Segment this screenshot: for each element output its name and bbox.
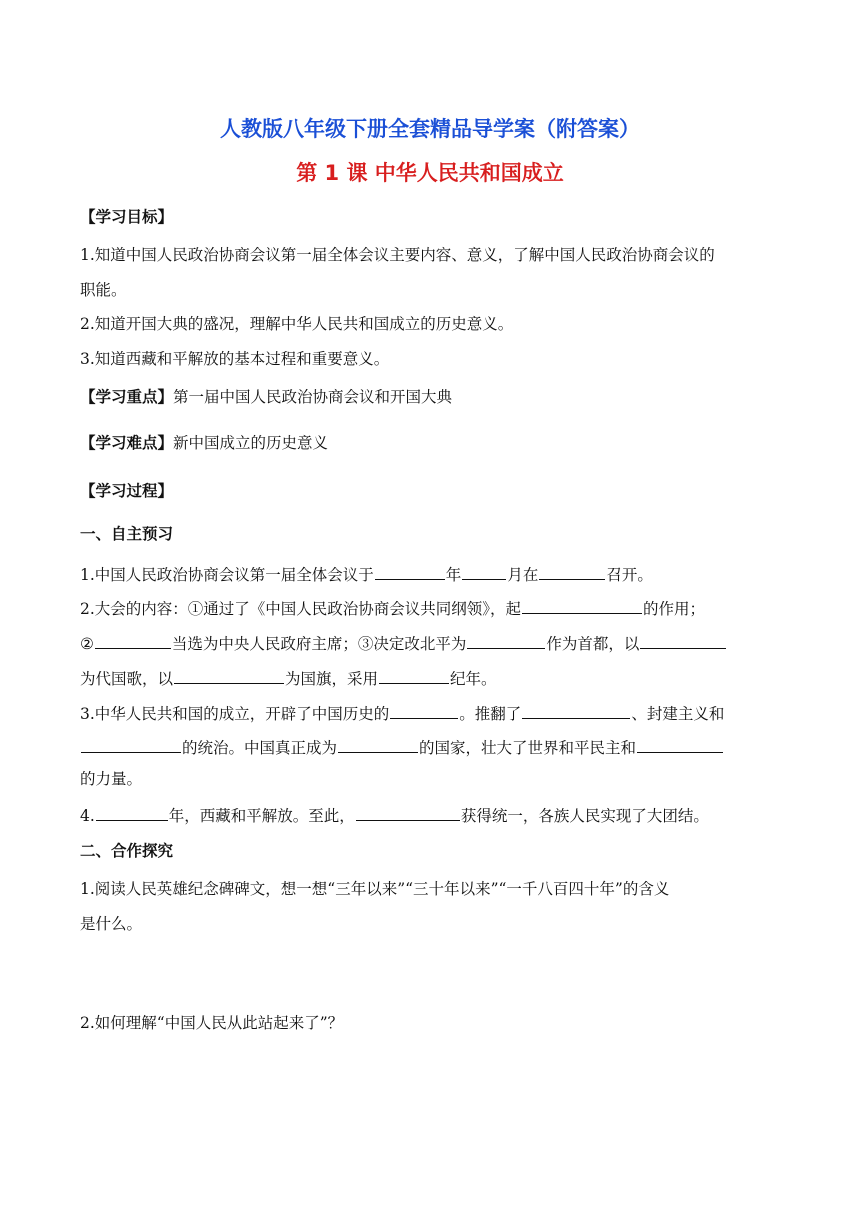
document-title: 人教版八年级下册全套精品导学案（附答案） [220,117,640,141]
q2-text-g: 为国旗，采用 [285,670,379,688]
lesson-title: 第 1 课 中华人民共和国成立 [296,161,564,185]
q2-text-c: ② [80,635,94,653]
q2-blank-capital[interactable] [467,631,545,649]
preview-question-2-line-1 [80,596,790,620]
q1-blank-month[interactable] [462,562,506,580]
q1-text-d: 召开。 [606,566,653,584]
preview-question-3-line-1 [80,701,790,725]
objective-1-line-2: 职能。 [80,281,127,299]
q3-text-a: 3.中华人民共和国的成立，开辟了中国历史的 [80,705,390,723]
q1-text-a: 1.中国人民政治协商会议第一届全体会议于 [80,566,374,584]
q4-blank-year[interactable] [96,803,168,821]
q3-text-e: 的国家，壮大了世界和平民主和 [419,739,637,757]
preview-question-2-line-3 [80,666,790,690]
explore-question-1-line-1: 1.阅读人民英雄纪念碑碑文，想一想“三年以来”“三十年以来”“一千八百四十年”的含义 [80,880,670,898]
preview-question-3-line-3: 的力量。 [80,770,143,788]
difficult-point-heading: 【学习难点】 [80,434,174,452]
q2-text-a: 2.大会的内容：①通过了《中国人民政治协商会议共同纲领》，起 [80,600,522,618]
process-heading: 【学习过程】 [80,482,174,500]
preview-question-2-line-2 [80,631,790,655]
q3-blank-nation[interactable] [338,735,418,753]
q2-text-b: 的作用； [643,600,706,618]
explore-question-2: 2.如何理解“中国人民从此站起来了”？ [80,1014,344,1032]
q2-text-e: 作为首都，以 [546,635,640,653]
q1-blank-place[interactable] [539,562,605,580]
q3-text-d: 的统治。中国真正成为 [182,739,338,757]
q1-text-b: 年 [445,566,462,584]
objective-3: 3.知道西藏和平解放的基本过程和重要意义。 [80,350,390,368]
key-point-heading: 【学习重点】 [80,388,174,406]
preview-question-3-line-2 [80,735,790,759]
q3-blank-rule[interactable] [81,735,181,753]
difficult-point-text: 新中国成立的历史意义 [173,434,329,452]
q3-text-b: 。推翻了 [459,705,522,723]
objective-2: 2.知道开国大典的盛况，理解中华人民共和国成立的历史意义。 [80,315,514,333]
objective-1-line-1: 1.知道中国人民政治协商会议第一届全体会议主要内容、意义，了解中国人民政治协商会议的 [80,246,715,264]
q2-blank-flag[interactable] [174,666,284,684]
q3-blank-era[interactable] [390,701,458,719]
q4-text-b: 年，西藏和平解放。至此， [168,807,355,825]
key-point-text: 第一届中国人民政治协商会议和开国大典 [173,388,453,406]
difficult-point [80,432,790,454]
q2-text-d: 当选为中央人民政府主席；③决定改北平为 [171,635,467,653]
q4-blank-unified[interactable] [356,803,460,821]
q3-blank-overthrown[interactable] [522,701,630,719]
q3-text-c: 、封建主义和 [631,705,725,723]
q2-blank-anthem[interactable] [640,631,726,649]
q2-text-h: 纪年。 [450,670,497,688]
q1-blank-year[interactable] [375,562,445,580]
q1-text-c: 月在 [507,566,539,584]
explore-heading: 二、合作探究 [80,842,174,860]
q4-text-a: 4. [80,807,95,825]
explore-question-1-line-2: 是什么。 [80,915,143,933]
q3-blank-force[interactable] [637,735,723,753]
preview-question-1 [80,562,790,586]
q2-text-f: 为代国歌，以 [80,670,174,688]
preview-question-4 [80,803,790,827]
q2-blank-chairman[interactable] [95,631,171,649]
key-point [80,386,790,408]
preview-heading: 一、自主预习 [80,525,174,543]
objectives-heading: 【学习目标】 [80,208,174,226]
q4-text-c: 获得统一，各族人民实现了大团结。 [460,807,709,825]
q2-blank-calendar[interactable] [379,666,449,684]
q2-blank-role[interactable] [522,596,642,614]
